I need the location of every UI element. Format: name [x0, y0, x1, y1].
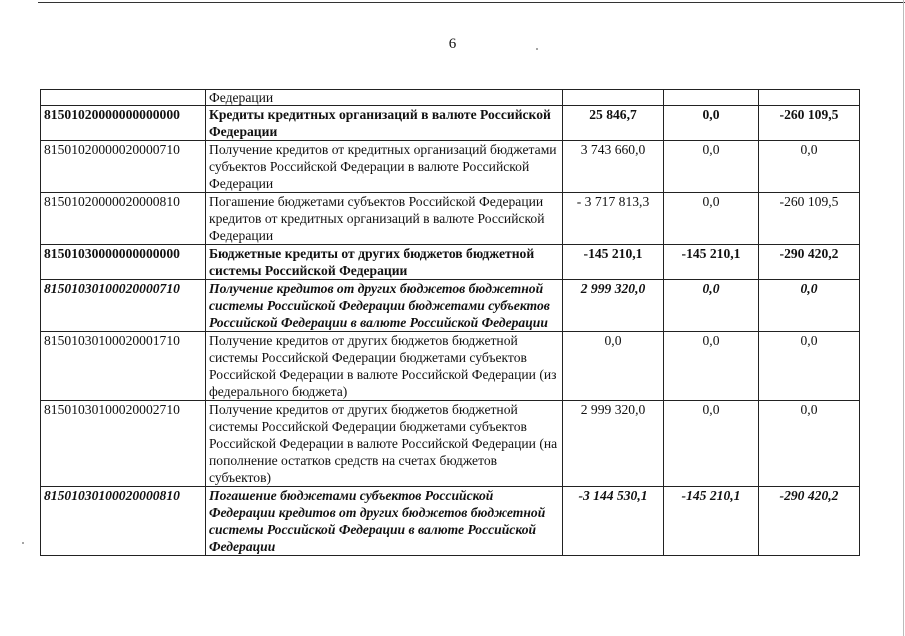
row-value-3: 0,0: [759, 401, 860, 487]
row-value-1: 2 999 320,0: [563, 401, 664, 487]
scan-speck: [22, 542, 24, 544]
row-value-3: -290 420,2: [759, 487, 860, 556]
row-value-3: 0,0: [759, 332, 860, 401]
row-code: 81501030100020002710: [41, 401, 206, 487]
row-value-2: 0,0: [664, 332, 759, 401]
row-value-1: [563, 90, 664, 106]
row-value-3: 0,0: [759, 141, 860, 193]
row-value-2: 0,0: [664, 280, 759, 332]
table-row: [41, 487, 860, 556]
row-name: Бюджетные кредиты от других бюджетов бюджетной системы Российской Федерации: [206, 245, 563, 280]
row-name: Кредиты кредитных организаций в валюте Российской Федерации: [206, 106, 563, 141]
row-value-3: -260 109,5: [759, 106, 860, 141]
page-top-rule: [38, 2, 905, 3]
row-value-3: 0,0: [759, 280, 860, 332]
row-code: 81501020000020000710: [41, 141, 206, 193]
row-code: 81501020000020000810: [41, 193, 206, 245]
row-name: Погашение бюджетами субъектов Российской Федерации кредитов от кредитных организаций в валюте Российской Федерации: [206, 193, 563, 245]
row-name: Получение кредитов от кредитных организаций бюджетами субъектов Российской Федерации в валюте Российской Федерации: [206, 141, 563, 193]
table-row: [41, 141, 860, 193]
row-value-3: -260 109,5: [759, 193, 860, 245]
row-value-1: - 3 717 813,3: [563, 193, 664, 245]
page-number: 6: [448, 36, 457, 52]
row-code: 81501020000000000000: [41, 106, 206, 141]
page-right-edge: [903, 0, 904, 636]
row-value-1: 3 743 660,0: [563, 141, 664, 193]
table-row: [41, 90, 860, 106]
row-value-2: -145 210,1: [664, 487, 759, 556]
row-code: 81501030000000000000: [41, 245, 206, 280]
row-name: Федерации: [206, 90, 563, 106]
row-value-2: [664, 90, 759, 106]
table-row: [41, 280, 860, 332]
row-value-2: 0,0: [664, 106, 759, 141]
row-value-3: -290 420,2: [759, 245, 860, 280]
row-value-1: 0,0: [563, 332, 664, 401]
row-code: 81501030100020000710: [41, 280, 206, 332]
row-name: Получение кредитов от других бюджетов бюджетной системы Российской Федерации бюджетами субъектов Российской Федерации в валюте Российской Федерации (на пополнение остатков средств на счетах бюджетов субъектов): [206, 401, 563, 487]
row-value-2: 0,0: [664, 193, 759, 245]
row-value-2: 0,0: [664, 401, 759, 487]
row-value-2: -145 210,1: [664, 245, 759, 280]
table-row: [41, 106, 860, 141]
row-value-1: 25 846,7: [563, 106, 664, 141]
budget-sources-table: [40, 89, 860, 556]
row-value-2: 0,0: [664, 141, 759, 193]
table-row: [41, 193, 860, 245]
row-value-1: 2 999 320,0: [563, 280, 664, 332]
table-row: [41, 332, 860, 401]
table-row: [41, 401, 860, 487]
row-name: Получение кредитов от других бюджетов бюджетной системы Российской Федерации бюджетами субъектов Российской Федерации в валюте Российской Федерации: [206, 280, 563, 332]
row-value-1: -145 210,1: [563, 245, 664, 280]
row-code: 81501030100020000810: [41, 487, 206, 556]
table-row: [41, 245, 860, 280]
row-value-3: [759, 90, 860, 106]
row-name: Получение кредитов от других бюджетов бюджетной системы Российской Федерации бюджетами субъектов Российской Федерации в валюте Российской Федерации (из федерального бюджета): [206, 332, 563, 401]
row-code: 81501030100020001710: [41, 332, 206, 401]
row-name: Погашение бюджетами субъектов Российской Федерации кредитов от других бюджетов бюджетной системы Российской Федерации в валюте Российской Федерации: [206, 487, 563, 556]
row-code: [41, 90, 206, 106]
row-value-1: -3 144 530,1: [563, 487, 664, 556]
